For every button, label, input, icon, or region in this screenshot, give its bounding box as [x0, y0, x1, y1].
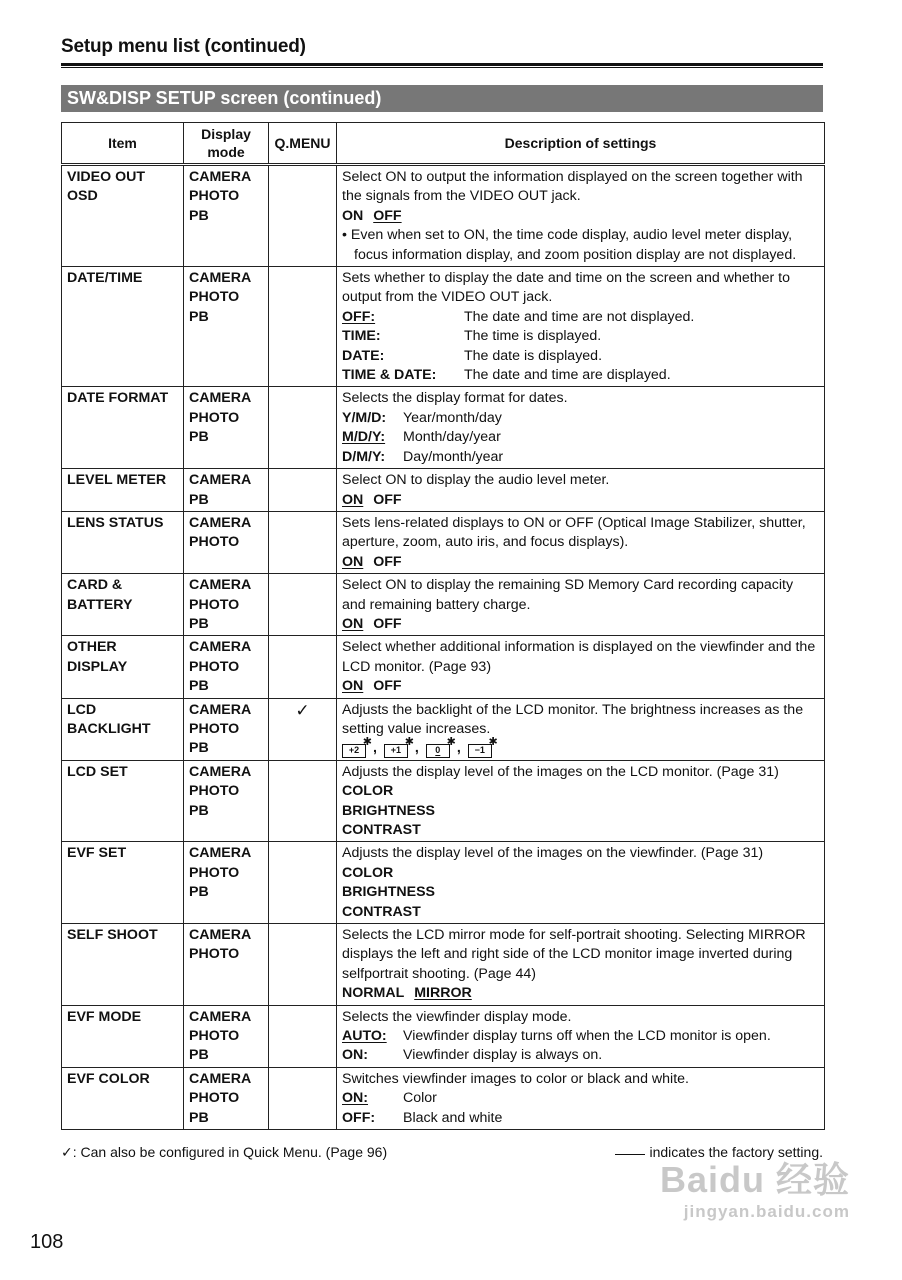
options-line [342, 615, 819, 634]
watermark-logo: Baidu 经验 [659, 1159, 850, 1200]
mode-pb: PB [189, 884, 209, 901]
option-value: Viewfinder display is always on. [403, 1047, 603, 1064]
row-qmenu [269, 469, 337, 512]
mode-photo: PHOTO [189, 783, 240, 800]
row-display-mode [184, 511, 269, 573]
table-row [62, 267, 825, 387]
option-key: M/D/Y: [342, 429, 386, 446]
note-bullet: • Even when set to ON, the time code display, audio level meter display, focus information display, and zoom position display are not displayed. [342, 227, 797, 263]
row-description [337, 636, 825, 698]
option-value: Viewfinder display turns off when the LCD monitor is open. [403, 1028, 771, 1045]
row-description [337, 574, 825, 636]
option-key: Y/M/D: [342, 409, 387, 426]
row-description [337, 511, 825, 573]
header-rule-thin [61, 67, 823, 68]
mode-camera: CAMERA [189, 1070, 252, 1087]
table-row [62, 469, 825, 512]
row-display-mode [184, 924, 269, 1006]
row-description [337, 1067, 825, 1129]
row-item: DATE FORMAT [62, 387, 184, 469]
row-item: CARD & BATTERY [62, 574, 184, 636]
table-row [62, 165, 825, 267]
mode-camera: CAMERA [189, 169, 252, 185]
row-description [337, 267, 825, 387]
row-display-mode [184, 267, 269, 387]
row-description [337, 1005, 825, 1067]
option-pair [342, 308, 819, 327]
row-qmenu [269, 760, 337, 842]
mode-photo: PHOTO [189, 658, 240, 675]
option-pair [342, 347, 819, 366]
option-value: The date and time are displayed. [464, 367, 671, 384]
quick-menu-note-text: : Can also be configured in Quick Menu. (Page 96) [72, 1144, 388, 1160]
watermark [640, 1160, 850, 1240]
row-qmenu [269, 267, 337, 387]
quick-menu-note [61, 1144, 387, 1161]
row-qmenu [269, 1005, 337, 1067]
row-description [337, 387, 825, 469]
row-display-mode [184, 469, 269, 512]
mode-photo: PHOTO [189, 1090, 240, 1107]
option-value: Month/day/year [403, 429, 501, 446]
option-on-default: ON [342, 553, 364, 570]
option-value: Day/month/year [403, 448, 504, 465]
description-text: Select whether additional information is displayed on the viewfinder and the LCD monitor. (Page 93) [342, 639, 816, 675]
table-row [62, 842, 825, 924]
row-display-mode [184, 1005, 269, 1067]
option-pair [342, 366, 819, 385]
header-qmenu: Q.MENU [269, 123, 337, 165]
option-value: The time is displayed. [464, 328, 602, 345]
row-description [337, 842, 825, 924]
row-qmenu [269, 842, 337, 924]
option-value: The date is displayed. [464, 347, 603, 364]
option-key: TIME & DATE: [342, 367, 437, 384]
level-label: −1 [474, 745, 485, 756]
table-row [62, 574, 825, 636]
row-qmenu [269, 1067, 337, 1129]
option-pair [342, 448, 819, 467]
option-key: AUTO: [342, 1028, 387, 1045]
row-display-mode [184, 842, 269, 924]
row-item: OTHER DISPLAY [62, 636, 184, 698]
option-on-default: ON [342, 615, 364, 632]
option-off: OFF [373, 678, 402, 695]
option-on-default: ON [342, 678, 364, 695]
option-key: TIME: [342, 328, 381, 345]
mode-photo: PHOTO [189, 596, 240, 613]
description-text: Adjusts the display level of the images on the LCD monitor. (Page 31) [342, 763, 779, 780]
option-off: OFF [373, 553, 402, 570]
options-line [342, 491, 819, 510]
section-title: SW&DISP SETUP screen (continued) [61, 85, 823, 112]
option-on: ON [342, 207, 364, 224]
table-row [62, 1067, 825, 1129]
option-pair [342, 1046, 819, 1065]
backlight-plus1-icon: +1 ✱ [384, 744, 408, 758]
option-pair [342, 327, 819, 346]
mode-photo: PHOTO [189, 720, 240, 737]
row-item: SELF SHOOT [62, 924, 184, 1006]
mode-pb: PB [189, 802, 209, 819]
row-display-mode [184, 574, 269, 636]
option-normal: NORMAL [342, 985, 405, 1002]
sub-item: CONTRAST [342, 822, 421, 838]
options-line [342, 207, 819, 226]
row-item: EVF COLOR [62, 1067, 184, 1129]
mode-pb: PB [189, 491, 209, 508]
watermark-url: jingyan.baidu.com [683, 1202, 850, 1221]
table-row [62, 698, 825, 760]
description-text: Selects the viewfinder display mode. [342, 1008, 572, 1025]
option-pair [342, 428, 819, 447]
option-off: OFF [373, 491, 402, 508]
row-item: LCD SET [62, 760, 184, 842]
options-line [342, 677, 819, 696]
row-qmenu [269, 574, 337, 636]
table-row [62, 511, 825, 573]
mode-photo: PHOTO [189, 289, 240, 306]
row-display-mode [184, 1067, 269, 1129]
underline-sample [615, 1154, 645, 1155]
mode-camera: CAMERA [189, 390, 252, 407]
row-description [337, 469, 825, 512]
option-off-default: OFF [373, 207, 402, 224]
level-label: 0 [435, 745, 441, 756]
option-pair [342, 409, 819, 428]
row-qmenu [269, 924, 337, 1006]
qmenu-check-icon: ✓ [269, 698, 337, 760]
mode-camera: CAMERA [189, 472, 252, 489]
mode-camera: CAMERA [189, 270, 252, 287]
option-on-default: ON [342, 491, 364, 508]
description-text: Selects the display format for dates. [342, 390, 568, 407]
option-pair [342, 1109, 819, 1128]
option-mirror-default: MIRROR [414, 985, 472, 1002]
mode-pb: PB [189, 429, 209, 446]
table-header-row [62, 123, 825, 165]
mode-pb: PB [189, 308, 209, 325]
table-row [62, 760, 825, 842]
sub-item: COLOR [342, 864, 394, 881]
row-qmenu [269, 636, 337, 698]
mode-camera: CAMERA [189, 763, 252, 780]
mode-photo: PHOTO [189, 534, 240, 551]
option-value: Year/month/day [403, 409, 502, 426]
options-line [342, 984, 819, 1003]
mode-camera: CAMERA [189, 1008, 252, 1025]
note-text: Even when set to ON, the time code display, audio level meter display, focus information display, and zoom position display are not displayed. [350, 227, 797, 263]
row-display-mode [184, 760, 269, 842]
option-key: OFF: [342, 308, 376, 325]
header-item: Item [62, 123, 184, 165]
row-display-mode [184, 165, 269, 267]
row-description [337, 760, 825, 842]
mode-pb: PB [189, 1047, 209, 1064]
mode-photo: PHOTO [189, 946, 240, 963]
mode-camera: CAMERA [189, 514, 252, 531]
description-text: Adjusts the display level of the images on the viewfinder. (Page 31) [342, 845, 764, 862]
backlight-levels: +2 ✱ , +1 ✱ , 0 ✱ , −1 ✱ [342, 739, 819, 758]
option-key: ON: [342, 1090, 369, 1107]
table-row [62, 924, 825, 1006]
mode-camera: CAMERA [189, 577, 252, 594]
option-off: OFF [373, 615, 402, 632]
mode-photo: PHOTO [189, 864, 240, 881]
option-pair [342, 1027, 819, 1046]
mode-camera: CAMERA [189, 701, 252, 718]
description-text: Select ON to display the remaining SD Memory Card recording capacity and remaining battery charge. [342, 577, 794, 613]
option-key: OFF: [342, 1109, 376, 1126]
level-label: +1 [390, 745, 402, 756]
settings-table [61, 122, 825, 1130]
sub-item: BRIGHTNESS [342, 884, 436, 901]
description-text: Selects the LCD mirror mode for self-portrait shooting. Selecting MIRROR displays the left and right side of the LCD monitor image inverted during selfportrait shooting. (Page 44) [342, 927, 806, 982]
row-description [337, 165, 825, 267]
mode-photo: PHOTO [189, 1028, 240, 1045]
backlight-minus1-icon: −1 ✱ [468, 744, 492, 758]
mode-photo: PHOTO [189, 188, 240, 205]
row-display-mode [184, 387, 269, 469]
option-key: ON: [342, 1047, 369, 1064]
mode-camera: CAMERA [189, 639, 252, 656]
mode-pb: PB [189, 740, 209, 757]
page-title: Setup menu list (continued) [61, 36, 306, 57]
header-rule-thick [61, 63, 823, 66]
row-description [337, 698, 825, 760]
option-pair [342, 1089, 819, 1108]
row-item: LCD BACKLIGHT [62, 698, 184, 760]
description-text: Switches viewfinder images to color or black and white. [342, 1070, 689, 1087]
option-value: Black and white [403, 1109, 503, 1126]
table-row [62, 636, 825, 698]
mode-camera: CAMERA [189, 845, 252, 862]
row-description [337, 924, 825, 1006]
options-line [342, 553, 819, 572]
row-item: LENS STATUS [62, 511, 184, 573]
check-icon: ✓ [61, 1144, 73, 1160]
header-display-mode: Display mode [184, 123, 269, 165]
option-value: The date and time are not displayed. [464, 308, 695, 325]
factory-setting-note [615, 1144, 823, 1160]
row-qmenu [269, 387, 337, 469]
row-display-mode [184, 698, 269, 760]
option-value: Color [403, 1090, 437, 1107]
factory-setting-text: indicates the factory setting. [649, 1144, 823, 1160]
row-item: LEVEL METER [62, 469, 184, 512]
option-key: DATE: [342, 347, 385, 364]
sub-item: BRIGHTNESS [342, 802, 436, 819]
backlight-zero-icon: 0 ✱ [426, 744, 450, 758]
sub-item: COLOR [342, 783, 394, 800]
mode-pb: PB [189, 678, 209, 695]
table-row [62, 1005, 825, 1067]
row-item: EVF SET [62, 842, 184, 924]
row-item: DATE/TIME [62, 267, 184, 387]
description-text: Sets lens-related displays to ON or OFF (Optical Image Stabilizer, shutter, aperture, zoom, auto iris, and focus displays). [342, 514, 806, 551]
row-item: VIDEO OUT OSD [62, 165, 184, 267]
description-text: Select ON to output the information displayed on the screen together with the signals from the VIDEO OUT jack. [342, 169, 803, 205]
row-display-mode [184, 636, 269, 698]
row-item: EVF MODE [62, 1005, 184, 1067]
row-qmenu [269, 511, 337, 573]
mode-photo: PHOTO [189, 409, 240, 426]
backlight-plus2-icon: +2 ✱ [342, 744, 366, 758]
page-number: 108 [30, 1231, 64, 1253]
option-key: D/M/Y: [342, 448, 386, 465]
description-text: Select ON to display the audio level meter. [342, 472, 610, 489]
mode-camera: CAMERA [189, 927, 252, 944]
level-label: +2 [348, 745, 360, 756]
mode-pb: PB [189, 615, 209, 632]
row-qmenu [269, 165, 337, 267]
sub-item: CONTRAST [342, 903, 421, 920]
mode-pb: PB [189, 207, 209, 224]
description-text: Adjusts the backlight of the LCD monitor. The brightness increases as the setting value increases. [342, 701, 804, 737]
mode-pb: PB [189, 1109, 209, 1126]
header-description: Description of settings [337, 123, 825, 165]
table-row [62, 387, 825, 469]
description-text: Sets whether to display the date and time on the screen and whether to output from the VIDEO OUT jack. [342, 270, 790, 306]
